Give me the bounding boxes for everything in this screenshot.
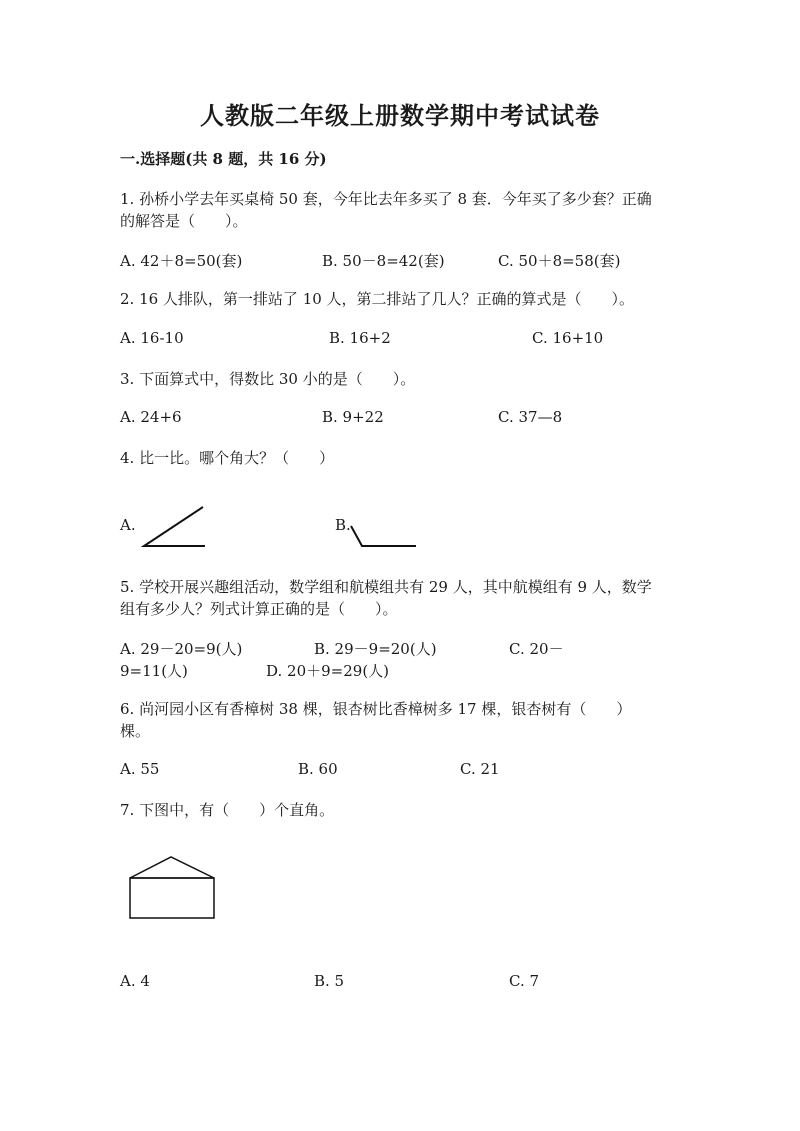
angle-b-figure: [348, 522, 420, 552]
option-a[interactable]: A. 4: [120, 972, 150, 990]
option-a[interactable]: A. 16-10: [120, 329, 184, 347]
option-d[interactable]: D. 20＋9=29(人): [266, 662, 390, 680]
question-text: 1. 孙桥小学去年买桌椅 50 套，今年比去年多买了 8 套．今年买了多少套？正确: [120, 190, 652, 208]
option-b[interactable]: B. 29－9=20(人): [314, 640, 437, 658]
option-b[interactable]: B.: [335, 516, 351, 534]
option-c[interactable]: C. 16+10: [532, 329, 604, 347]
option-c[interactable]: C. 7: [509, 972, 540, 990]
option-c[interactable]: C. 21: [460, 760, 500, 778]
option-b[interactable]: B. 9+22: [322, 408, 384, 426]
option-b[interactable]: B. 16+2: [329, 329, 391, 347]
question-text: 的解答是（ ）。: [120, 212, 248, 230]
question-text: 6. 尚河园小区有香樟树 38 棵，银杏树比香樟树多 17 棵，银杏树有（ ）: [120, 700, 632, 718]
option-a[interactable]: A.: [120, 516, 136, 534]
house-figure: [128, 855, 218, 921]
question-text: 5. 学校开展兴趣组活动，数学组和航模组共有 29 人，其中航模组有 9 人，数学: [120, 578, 652, 596]
option-a[interactable]: A. 55: [120, 760, 160, 778]
question-text: 3. 下面算式中，得数比 30 小的是（ ）。: [120, 370, 416, 388]
angle-a-figure: [140, 505, 210, 550]
option-b[interactable]: B. 5: [314, 972, 345, 990]
question-text: 4. 比一比。哪个角大？（ ）: [120, 449, 335, 467]
option-b[interactable]: B. 50－8=42(套): [322, 252, 445, 270]
page-title: 人教版二年级上册数学期中考试试卷: [200, 101, 600, 130]
question-text: 7. 下图中，有（ ）个直角。: [120, 801, 335, 819]
option-a[interactable]: A. 42＋8=50(套): [120, 252, 243, 270]
question-text: 2. 16 人排队，第一排站了 10 人，第二排站了几人？正确的算式是（ ）。: [120, 290, 635, 308]
option-a[interactable]: A. 29－20=9(人): [120, 640, 243, 658]
section-heading: 一.选择题(共 8 题，共 16 分): [120, 150, 327, 168]
question-text: 棵。: [120, 722, 151, 740]
option-c-continued: 9=11(人): [120, 662, 188, 680]
option-b[interactable]: B. 60: [298, 760, 338, 778]
option-c[interactable]: C. 37—8: [498, 408, 563, 426]
option-c[interactable]: C. 50＋8=58(套): [498, 252, 621, 270]
option-a[interactable]: A. 24+6: [120, 408, 182, 426]
option-c[interactable]: C. 20－: [509, 640, 564, 658]
question-text: 组有多少人？列式计算正确的是（ ）。: [120, 600, 398, 618]
